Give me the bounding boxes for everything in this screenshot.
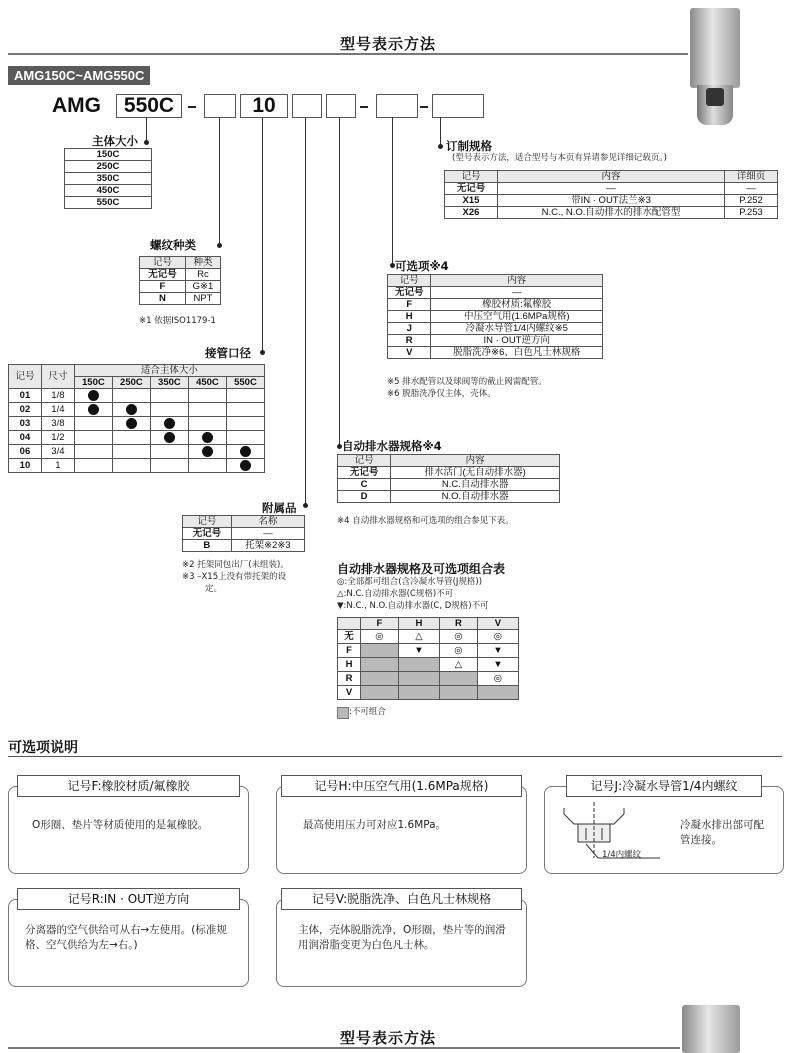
cell	[150, 459, 188, 473]
cell: ▼	[398, 644, 439, 658]
thread-label: 螺纹种类	[150, 238, 196, 252]
conn-port	[262, 117, 263, 353]
cell	[398, 672, 439, 686]
th: 名称	[231, 516, 304, 528]
cell: 10	[9, 459, 42, 473]
cell	[150, 389, 188, 403]
cell	[74, 431, 112, 445]
table-row	[338, 644, 519, 658]
conn-thread	[219, 117, 220, 246]
fit-mark	[240, 446, 251, 457]
cell: 04	[9, 431, 42, 445]
table-row	[9, 389, 265, 403]
fig-leader	[586, 844, 598, 858]
drain-label: 自动排水器规格※4	[342, 439, 442, 453]
table-row	[9, 431, 265, 445]
cell: 1/2	[41, 431, 74, 445]
card-j-title: 记号J:冷凝水导管1/4内螺纹	[566, 775, 762, 797]
cell	[226, 431, 264, 445]
cell: 3/8	[41, 417, 74, 431]
cell	[477, 686, 518, 700]
cell	[150, 403, 188, 417]
th: 记号	[445, 171, 498, 183]
th: R	[439, 618, 477, 630]
combo-title: 自动排水器规格及可选项组合表	[337, 562, 506, 576]
drain-note: ※4 自动排水器规格和可选项的组合参见下表。	[337, 516, 514, 526]
size-row: 450C	[65, 185, 152, 197]
size-row: 150C	[65, 149, 152, 161]
size-row: 550C	[65, 197, 152, 209]
combo-legend-2: △:N.C.自动排水器(C规格)不可	[337, 589, 454, 599]
accessory-box	[292, 94, 322, 118]
dot-custom	[438, 144, 443, 149]
cell: R	[338, 672, 361, 686]
th: 内容	[391, 455, 560, 467]
card-r-body: 分离器的空气供给可从右→左使用。(标准规格、空气供给为左→右。)	[25, 924, 227, 951]
conn-accessory	[305, 117, 306, 506]
cell: —	[725, 183, 778, 195]
conn-drain	[339, 117, 340, 447]
cell: 02	[9, 403, 42, 417]
cell: H	[388, 311, 431, 323]
card-h-body: 最高使用压力可对应1.6MPa。	[303, 819, 447, 831]
cell	[150, 445, 188, 459]
cell: 06	[9, 445, 42, 459]
thread-table	[139, 256, 221, 305]
port-label: 接管口径	[205, 346, 251, 360]
cell	[74, 389, 112, 403]
cell: B	[183, 540, 232, 552]
cell	[74, 459, 112, 473]
fit-mark	[164, 418, 175, 429]
cell: 托架※2※3	[231, 540, 304, 552]
th: 详细页	[725, 171, 778, 183]
cell	[398, 658, 439, 672]
cell	[188, 459, 226, 473]
option-box	[376, 94, 418, 118]
options-table	[387, 274, 603, 359]
th: 记号	[388, 275, 431, 287]
dot-thread	[217, 243, 222, 248]
custom-label: 订制规格	[446, 139, 492, 153]
cell: 中压空气用(1.6MPa规格)	[431, 311, 603, 323]
combo-table	[337, 617, 519, 700]
desc-rule	[8, 756, 782, 757]
cell	[74, 445, 112, 459]
fit-mark	[88, 404, 99, 415]
cell	[439, 686, 477, 700]
accessory-note-1: ※2 托架同包出厂(未组装)。	[182, 560, 289, 570]
cell	[226, 445, 264, 459]
th: 记号	[338, 455, 391, 467]
th: 尺寸	[41, 365, 74, 389]
cell: ◎	[439, 630, 477, 644]
cell: △	[439, 658, 477, 672]
model-prefix: AMG	[52, 94, 101, 117]
footer-title: 型号表示方法	[340, 1029, 437, 1047]
drain-box	[326, 94, 356, 118]
cell: 脱脂洗净※6、白色凡士林规格	[431, 347, 603, 359]
cell: ◎	[477, 672, 518, 686]
card-j-fig-label: 1/4内螺纹	[602, 850, 642, 860]
accessory-table	[182, 515, 305, 552]
table-row	[9, 459, 265, 473]
cell	[112, 445, 150, 459]
dot-accessory	[303, 503, 308, 508]
dot-size	[144, 140, 149, 145]
table-row	[9, 445, 265, 459]
combo-legend-1: ◎:全部都可组合(含冷凝水导管(J规格))	[337, 577, 483, 587]
filter-drain	[706, 88, 724, 106]
cell: 冷凝水导管1/4内螺纹※5	[431, 323, 603, 335]
cell	[226, 417, 264, 431]
cell: 1/4	[41, 403, 74, 417]
cell	[112, 417, 150, 431]
cell	[188, 389, 226, 403]
table-row	[338, 686, 519, 700]
cell: X15	[445, 195, 498, 207]
card-r-title: 记号R:IN · OUT逆方向	[17, 888, 240, 910]
dash-1	[188, 106, 196, 108]
cell: —	[431, 287, 603, 299]
cell: 无记号	[445, 183, 498, 195]
cell: ▼	[477, 644, 518, 658]
size-row: 350C	[65, 173, 152, 185]
cell: H	[338, 658, 361, 672]
cell	[112, 431, 150, 445]
custom-table	[444, 170, 778, 219]
th: 550C	[226, 377, 264, 389]
th: 450C	[188, 377, 226, 389]
thread-box	[204, 94, 236, 118]
cell: NPT	[185, 293, 220, 305]
cell: 带IN · OUT法兰※3	[497, 195, 724, 207]
accessory-label: 附属品	[262, 501, 297, 515]
cell	[439, 672, 477, 686]
th: F	[361, 618, 399, 630]
th: 250C	[112, 377, 150, 389]
thread-note: ※1 依据ISO1179-1	[139, 316, 216, 326]
cell: 1	[41, 459, 74, 473]
th: 内容	[497, 171, 724, 183]
filter-product-image	[690, 8, 740, 88]
footer-product-image	[682, 1005, 740, 1053]
cell	[361, 658, 399, 672]
dash-2	[360, 106, 368, 108]
cell: IN · OUT逆方向	[431, 335, 603, 347]
port-box: 10	[240, 94, 288, 118]
card-f-body: O形圈、垫片等材质使用的是氟橡胶。	[32, 819, 209, 831]
cell: N.C.自动排水器	[391, 479, 560, 491]
card-j-body: 冷凝水排出部可配管连接。	[680, 819, 764, 846]
fit-mark	[202, 446, 213, 457]
cell	[361, 644, 399, 658]
drain-table	[337, 454, 560, 503]
options-label: 可选项※4	[395, 259, 449, 273]
fit-mark	[164, 432, 175, 443]
table-row	[9, 403, 265, 417]
body-size-table	[64, 148, 152, 209]
cell: 1/8	[41, 389, 74, 403]
footer-rule	[8, 1047, 680, 1049]
custom-box	[432, 94, 484, 118]
cell: Rc	[185, 269, 220, 281]
cell: F	[140, 281, 186, 293]
size-box: 550C	[116, 94, 182, 118]
cell: N.C., N.O.自动排水的排水配管型	[497, 207, 724, 219]
fit-mark	[126, 418, 137, 429]
cell: 无	[338, 630, 361, 644]
fit-mark	[202, 432, 213, 443]
dash-3	[420, 106, 428, 108]
cell: D	[338, 491, 391, 503]
conn-option	[392, 117, 393, 266]
cell: 01	[9, 389, 42, 403]
conn-custom	[440, 117, 441, 147]
cell	[150, 431, 188, 445]
fit-mark	[126, 404, 137, 415]
page-title: 型号表示方法	[340, 35, 437, 53]
accessory-note-2: ※3 –X15上没有带托架的设	[182, 572, 287, 582]
cell	[74, 417, 112, 431]
cell	[188, 417, 226, 431]
cell: P.252	[725, 195, 778, 207]
custom-desc: (型号表示方法，适合型号与本页有异请参见详细记载页。)	[452, 153, 667, 163]
accessory-note-3: 定。	[205, 584, 223, 594]
cell: —	[231, 528, 304, 540]
cell: P.253	[725, 207, 778, 219]
cell	[112, 459, 150, 473]
options-note-2: ※6 脱脂洗净仅主体，壳体。	[387, 389, 496, 399]
cell	[398, 686, 439, 700]
cell: G※1	[185, 281, 220, 293]
card-h-title: 记号H:中压空气用(1.6MPa规格)	[281, 775, 522, 797]
th: 记号	[9, 365, 42, 389]
table-row	[338, 672, 519, 686]
cell	[188, 403, 226, 417]
cell: C	[338, 479, 391, 491]
gray-note: :不可组合	[349, 707, 386, 717]
cell: 无记号	[388, 287, 431, 299]
th: H	[398, 618, 439, 630]
cell: ◎	[477, 630, 518, 644]
cell: V	[338, 686, 361, 700]
card-f-title: 记号F:橡胶材质/氟橡胶	[17, 775, 240, 797]
size-row: 250C	[65, 161, 152, 173]
cell	[188, 431, 226, 445]
th: V	[477, 618, 518, 630]
th: 适合主体大小	[74, 365, 264, 377]
cell: —	[497, 183, 724, 195]
cell: 03	[9, 417, 42, 431]
cell: ▼	[477, 658, 518, 672]
cell: N.O.自动排水器	[391, 491, 560, 503]
cell: ◎	[361, 630, 399, 644]
cell	[226, 389, 264, 403]
table-row	[338, 630, 519, 644]
options-desc-title: 可选项说明	[8, 740, 78, 756]
th: 内容	[431, 275, 603, 287]
table-row	[9, 417, 265, 431]
cell	[74, 403, 112, 417]
cell: ◎	[439, 644, 477, 658]
card-v-title: 记号V:脱脂洗净、白色凡士林规格	[281, 888, 522, 910]
card-v-body: 主体，壳体脱脂洗净，O形圈，垫片等的润滑用润滑脂变更为白色凡士林。	[298, 924, 506, 951]
port-table	[8, 364, 265, 473]
cell: J	[388, 323, 431, 335]
cell	[361, 672, 399, 686]
cell: F	[388, 299, 431, 311]
cell: △	[398, 630, 439, 644]
cell: N	[140, 293, 186, 305]
th: 种类	[185, 257, 220, 269]
cell: 无记号	[183, 528, 232, 540]
fit-mark	[88, 390, 99, 401]
cell	[112, 403, 150, 417]
cell: 橡胶材质:氟橡胶	[431, 299, 603, 311]
th	[338, 618, 361, 630]
th: 350C	[150, 377, 188, 389]
cell	[226, 403, 264, 417]
cell	[188, 445, 226, 459]
cell: R	[388, 335, 431, 347]
header-rule	[8, 53, 688, 55]
body-size-label: 主体大小	[92, 134, 138, 148]
cell: F	[338, 644, 361, 658]
gray-swatch	[337, 707, 349, 719]
cell	[150, 417, 188, 431]
th: 记号	[140, 257, 186, 269]
cell	[112, 389, 150, 403]
options-note-1: ※5 排水配管以及球阀等的截止阀需配管。	[387, 377, 547, 387]
cell: 排水活门(无自动排水器)	[391, 467, 560, 479]
cell: 3/4	[41, 445, 74, 459]
dot-port	[260, 350, 265, 355]
th: 150C	[74, 377, 112, 389]
cell	[226, 459, 264, 473]
cell	[361, 686, 399, 700]
cell: 无记号	[338, 467, 391, 479]
th: 记号	[183, 516, 232, 528]
cell: V	[388, 347, 431, 359]
cell: X26	[445, 207, 498, 219]
cell: 无记号	[140, 269, 186, 281]
series-bar: AMG150C~AMG550C	[8, 66, 150, 85]
combo-legend-3: ▼:N.C., N.O.自动排水器(C, D规格)不可	[337, 601, 489, 611]
table-row	[338, 658, 519, 672]
fit-mark	[240, 460, 251, 471]
